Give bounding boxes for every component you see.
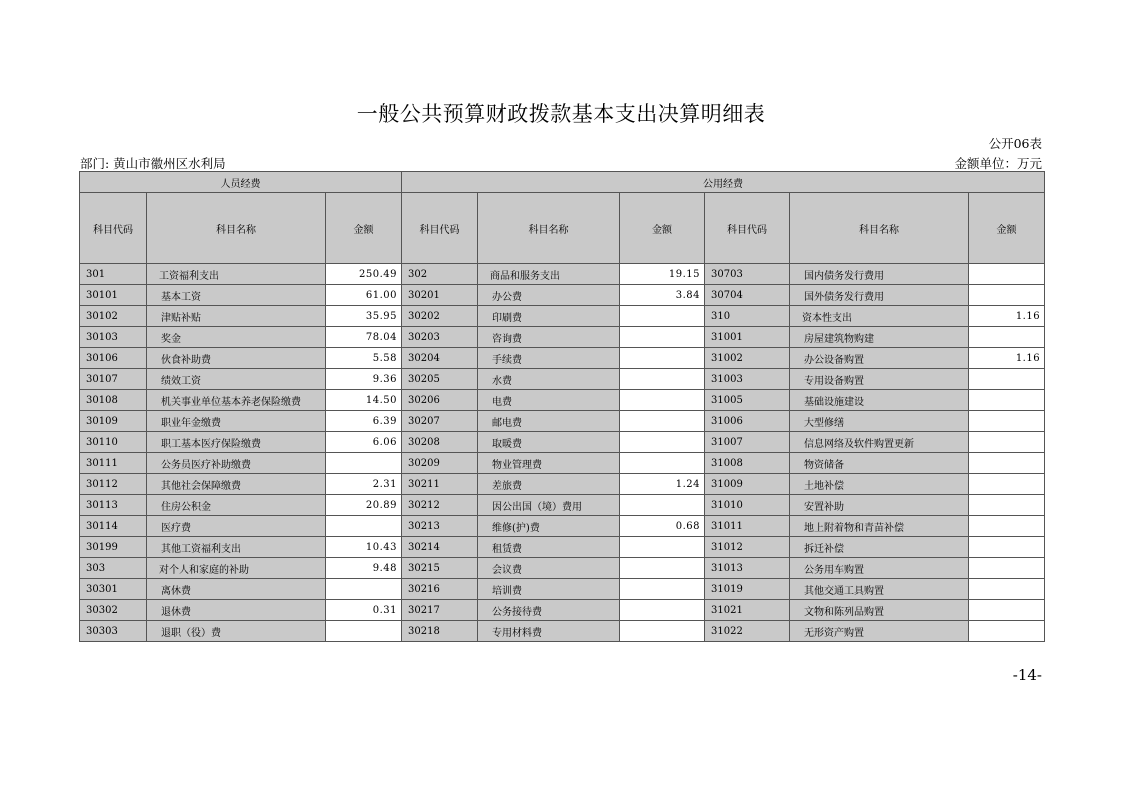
expenditure-detail-table [79,171,1045,642]
account-name-cell: 伙食补助费 [147,348,326,369]
column-header: 科目代码 [402,193,478,264]
table-row [80,327,1045,348]
account-code-cell: 302 [402,264,478,285]
column-header: 科目名称 [478,193,620,264]
account-name-cell: 离休费 [147,579,326,600]
account-code-cell: 30215 [402,558,478,579]
amount-cell [620,537,705,558]
amount-cell [969,600,1045,621]
account-name-cell: 国外债务发行费用 [790,285,969,306]
account-name-cell: 退休费 [147,600,326,621]
account-code-cell: 30109 [80,411,147,432]
table-row [80,306,1045,327]
account-code-cell: 30107 [80,369,147,390]
amount-cell: 61.00 [326,285,402,306]
account-code-cell: 30114 [80,516,147,537]
account-code-cell: 30204 [402,348,478,369]
table-row [80,537,1045,558]
column-header: 科目代码 [80,193,147,264]
amount-cell: 9.36 [326,369,402,390]
account-name-cell: 专用材料费 [478,621,620,642]
account-code-cell: 31001 [705,327,790,348]
account-name-cell: 取暖费 [478,432,620,453]
account-name-cell: 对个人和家庭的补助 [147,558,326,579]
account-code-cell: 30112 [80,474,147,495]
amount-cell [620,306,705,327]
table-row [80,432,1045,453]
account-code-cell: 31021 [705,600,790,621]
amount-cell [969,327,1045,348]
account-code-cell: 31010 [705,495,790,516]
account-name-cell: 因公出国（境）费用 [478,495,620,516]
account-name-cell: 地上附着物和青苗补偿 [790,516,969,537]
page-number: -14- [1012,666,1042,684]
amount-cell [620,558,705,579]
amount-cell [969,474,1045,495]
account-code-cell: 30202 [402,306,478,327]
amount-cell [969,621,1045,642]
account-name-cell: 退职（役）费 [147,621,326,642]
account-name-cell: 专用设备购置 [790,369,969,390]
amount-cell: 0.31 [326,600,402,621]
account-code-cell: 30102 [80,306,147,327]
amount-cell: 3.84 [620,285,705,306]
account-name-cell: 医疗费 [147,516,326,537]
account-code-cell: 30212 [402,495,478,516]
account-code-cell: 30101 [80,285,147,306]
account-code-cell: 30213 [402,516,478,537]
amount-cell [620,579,705,600]
amount-cell: 1.24 [620,474,705,495]
amount-cell [969,411,1045,432]
account-name-cell: 其他工资福利支出 [147,537,326,558]
column-header: 科目名称 [790,193,969,264]
amount-cell [620,453,705,474]
account-name-cell: 差旅费 [478,474,620,495]
account-name-cell: 印刷费 [478,306,620,327]
table-row [80,474,1045,495]
amount-cell [969,390,1045,411]
amount-cell [969,453,1045,474]
table-body [80,264,1045,642]
account-name-cell: 办公设备购置 [790,348,969,369]
account-name-cell: 物资储备 [790,453,969,474]
account-code-cell: 31003 [705,369,790,390]
amount-cell: 250.49 [326,264,402,285]
account-name-cell: 国内债务发行费用 [790,264,969,285]
column-header: 科目代码 [705,193,790,264]
amount-cell: 6.39 [326,411,402,432]
column-header: 科目名称 [147,193,326,264]
account-name-cell: 工资福利支出 [147,264,326,285]
account-name-cell: 其他社会保障缴费 [147,474,326,495]
account-code-cell: 30209 [402,453,478,474]
column-header: 金额 [326,193,402,264]
amount-cell [620,348,705,369]
account-code-cell: 30208 [402,432,478,453]
account-name-cell: 奖金 [147,327,326,348]
amount-cell [620,390,705,411]
account-code-cell: 31013 [705,558,790,579]
amount-cell: 6.06 [326,432,402,453]
account-name-cell: 会议费 [478,558,620,579]
amount-unit-label: 金额单位：万元 [954,156,1042,171]
account-code-cell: 30211 [402,474,478,495]
table-row [80,579,1045,600]
form-number: 公开06表 [988,136,1042,151]
account-name-cell: 信息网络及软件购置更新 [790,432,969,453]
account-name-cell: 邮电费 [478,411,620,432]
account-name-cell: 手续费 [478,348,620,369]
account-code-cell: 30106 [80,348,147,369]
amount-cell [620,432,705,453]
account-name-cell: 基本工资 [147,285,326,306]
account-code-cell: 30201 [402,285,478,306]
account-code-cell: 30303 [80,621,147,642]
amount-cell [969,264,1045,285]
table-row [80,516,1045,537]
account-name-cell: 职业年金缴费 [147,411,326,432]
amount-cell [969,579,1045,600]
account-code-cell: 30214 [402,537,478,558]
account-name-cell: 商品和服务支出 [478,264,620,285]
account-code-cell: 30203 [402,327,478,348]
account-code-cell: 30103 [80,327,147,348]
account-code-cell: 31012 [705,537,790,558]
group-header-personnel: 人员经费 [80,172,402,193]
table-row [80,621,1045,642]
column-header: 金额 [969,193,1045,264]
account-code-cell: 30111 [80,453,147,474]
table-row [80,495,1045,516]
account-name-cell: 津贴补贴 [147,306,326,327]
account-code-cell: 30199 [80,537,147,558]
amount-cell: 1.16 [969,306,1045,327]
table-row [80,453,1045,474]
amount-cell [969,558,1045,579]
account-name-cell: 培训费 [478,579,620,600]
account-code-cell: 30207 [402,411,478,432]
account-code-cell: 31006 [705,411,790,432]
amount-cell: 0.68 [620,516,705,537]
account-name-cell: 机关事业单位基本养老保险缴费 [147,390,326,411]
account-name-cell: 其他交通工具购置 [790,579,969,600]
account-name-cell: 房屋建筑物购建 [790,327,969,348]
account-code-cell: 30301 [80,579,147,600]
account-code-cell: 30703 [705,264,790,285]
account-code-cell: 30110 [80,432,147,453]
table-row [80,558,1045,579]
table-row [80,369,1045,390]
account-code-cell: 310 [705,306,790,327]
account-name-cell: 职工基本医疗保险缴费 [147,432,326,453]
amount-cell [969,432,1045,453]
amount-cell: 19.15 [620,264,705,285]
amount-cell [620,621,705,642]
account-name-cell: 物业管理费 [478,453,620,474]
account-code-cell: 31007 [705,432,790,453]
account-name-cell: 基础设施建设 [790,390,969,411]
account-name-cell: 公务接待费 [478,600,620,621]
amount-cell: 10.43 [326,537,402,558]
department-label: 部门: 黄山市徽州区水利局 [80,156,226,171]
amount-cell [326,621,402,642]
account-name-cell: 电费 [478,390,620,411]
amount-cell [969,369,1045,390]
account-code-cell: 31011 [705,516,790,537]
account-code-cell: 301 [80,264,147,285]
amount-cell: 20.89 [326,495,402,516]
account-name-cell: 公务员医疗补助缴费 [147,453,326,474]
account-code-cell: 31002 [705,348,790,369]
amount-cell [620,369,705,390]
table-row [80,411,1045,432]
amount-cell [620,600,705,621]
account-code-cell: 30218 [402,621,478,642]
account-code-cell: 31008 [705,453,790,474]
account-name-cell: 咨询费 [478,327,620,348]
table-row [80,285,1045,306]
amount-cell: 35.95 [326,306,402,327]
account-name-cell: 大型修缮 [790,411,969,432]
group-header-public: 公用经费 [402,172,1045,193]
amount-cell: 2.31 [326,474,402,495]
account-code-cell: 30113 [80,495,147,516]
amount-cell: 1.16 [969,348,1045,369]
account-code-cell: 31022 [705,621,790,642]
amount-cell [969,516,1045,537]
account-code-cell: 30302 [80,600,147,621]
account-code-cell: 30206 [402,390,478,411]
account-name-cell: 租赁费 [478,537,620,558]
amount-cell [620,495,705,516]
account-code-cell: 30704 [705,285,790,306]
page-title: 一般公共预算财政拨款基本支出决算明细表 [356,102,766,126]
account-code-cell: 30217 [402,600,478,621]
account-code-cell: 31019 [705,579,790,600]
table-row [80,264,1045,285]
amount-cell [326,516,402,537]
account-code-cell: 30205 [402,369,478,390]
amount-cell: 14.50 [326,390,402,411]
account-name-cell: 办公费 [478,285,620,306]
column-header: 金额 [620,193,705,264]
account-name-cell: 文物和陈列品购置 [790,600,969,621]
amount-cell [326,453,402,474]
account-name-cell: 公务用车购置 [790,558,969,579]
amount-cell [969,285,1045,306]
account-name-cell: 水费 [478,369,620,390]
amount-cell [620,411,705,432]
account-name-cell: 资本性支出 [790,306,969,327]
table-row [80,600,1045,621]
account-code-cell: 31005 [705,390,790,411]
account-name-cell: 绩效工资 [147,369,326,390]
amount-cell [326,579,402,600]
account-code-cell: 31009 [705,474,790,495]
table-row [80,348,1045,369]
amount-cell [620,327,705,348]
amount-cell: 9.48 [326,558,402,579]
amount-cell [969,495,1045,516]
account-code-cell: 303 [80,558,147,579]
account-name-cell: 拆迁补偿 [790,537,969,558]
account-name-cell: 土地补偿 [790,474,969,495]
table-row [80,390,1045,411]
account-name-cell: 安置补助 [790,495,969,516]
amount-cell: 78.04 [326,327,402,348]
account-name-cell: 无形资产购置 [790,621,969,642]
account-name-cell: 住房公积金 [147,495,326,516]
account-name-cell: 维修(护)费 [478,516,620,537]
amount-cell [969,537,1045,558]
account-code-cell: 30108 [80,390,147,411]
amount-cell: 5.58 [326,348,402,369]
account-code-cell: 30216 [402,579,478,600]
